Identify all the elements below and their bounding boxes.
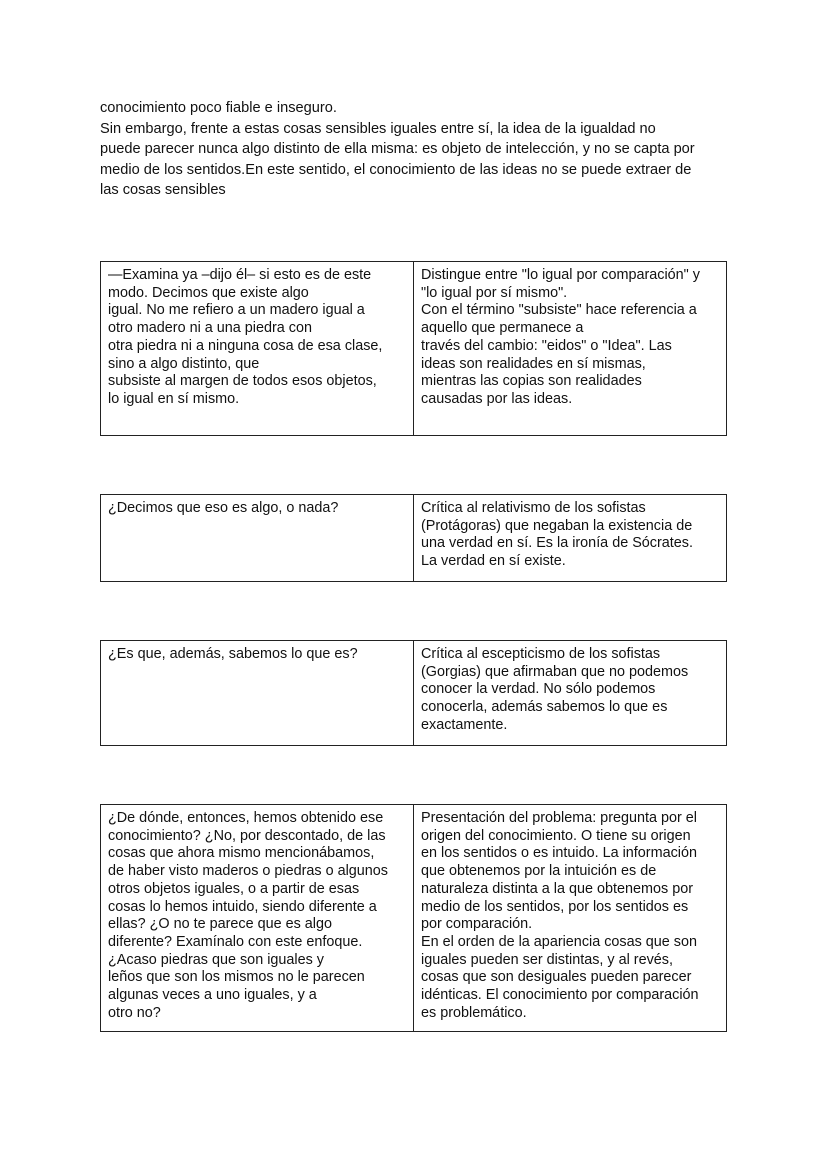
text-line: ¿De dónde, entonces, hemos obtenido ese — [108, 810, 384, 826]
text-line: subsiste al margen de todos esos objetos, — [108, 373, 377, 390]
text-line: ¿Decimos que eso es algo, o nada? — [108, 500, 339, 516]
text-line: por comparación. — [421, 916, 533, 933]
text-line: algunas veces a uno iguales, y a — [108, 987, 317, 1004]
text-cell — [101, 805, 414, 1031]
text-line: "lo igual por sí mismo". — [421, 284, 568, 301]
commentary-cell — [414, 805, 726, 1031]
text-line: Distingue entre "lo igual por comparación" y — [421, 267, 700, 283]
intro-paragraph — [100, 98, 740, 201]
text-line: otro no? — [108, 1004, 161, 1021]
text-cell — [101, 495, 414, 581]
text-line: otra piedra ni a ninguna cosa de esa clase, — [108, 337, 383, 354]
text-line: Sin embargo, frente a estas cosas sensibles iguales entre sí, la idea de la igualdad no — [100, 120, 656, 137]
text-line: modo. Decimos que existe algo — [108, 284, 309, 301]
commentary-table-4 — [100, 804, 727, 1032]
text-line: cosas que son desiguales pueden parecer — [421, 969, 692, 986]
commentary-table-2 — [100, 494, 727, 582]
text-line: que obtenemos por la intuición es de — [421, 863, 657, 880]
text-line: Crítica al escepticismo de los sofistas — [421, 646, 661, 662]
text-line: (Protágoras) que negaban la existencia de — [421, 517, 693, 534]
commentary-cell — [414, 641, 726, 745]
text-line: medio de los sentidos, por los sentidos es — [421, 898, 689, 915]
text-line: Crítica al relativismo de los sofistas — [421, 500, 646, 516]
text-line: conocimiento poco fiable e inseguro. — [100, 100, 337, 116]
commentary-cell — [414, 262, 726, 435]
text-line: en los sentidos o es intuido. La información — [421, 845, 697, 862]
text-line: ellas? ¿O no te parece que es algo — [108, 916, 332, 933]
text-line: través del cambio: "eidos" o "Idea". Las — [421, 337, 672, 354]
text-line: lo igual en sí mismo. — [108, 390, 240, 407]
text-line: ¿Acaso piedras que son iguales y — [108, 951, 324, 968]
text-line: cosas que ahora mismo mencionábamos, — [108, 845, 375, 862]
commentary-table-3 — [100, 640, 727, 746]
text-line: idénticas. El conocimiento por comparación — [421, 987, 699, 1004]
text-line: una verdad en sí. Es la ironía de Sócrates. — [421, 535, 693, 552]
text-line: medio de los sentidos.En este sentido, el conocimiento de las ideas no se puede extraer de — [100, 161, 692, 178]
text-line: iguales pueden ser distintas, y al revés, — [421, 951, 673, 968]
text-line: igual. No me refiero a un madero igual a — [108, 302, 365, 319]
text-line: ideas son realidades en sí mismas, — [421, 355, 646, 372]
text-line: es problemático. — [421, 1004, 527, 1021]
text-line: conocimiento? ¿No, por descontado, de las — [108, 827, 386, 844]
text-line: de haber visto maderos o piedras o algunos — [108, 863, 388, 880]
text-line: otro madero ni a una piedra con — [108, 320, 312, 337]
text-line: las cosas sensibles — [100, 182, 226, 198]
commentary-table-1 — [100, 261, 727, 436]
text-line: —Examina ya –dijo él– si esto es de este — [108, 267, 372, 283]
text-line: leños que son los mismos no le parecen — [108, 969, 365, 986]
text-line: origen del conocimiento. O tiene su origen — [421, 827, 691, 844]
text-line: naturaleza distinta a la que obtenemos por — [421, 880, 694, 897]
text-cell — [101, 262, 414, 435]
text-line: Presentación del problema: pregunta por el — [421, 810, 697, 826]
text-line: causadas por las ideas. — [421, 390, 573, 407]
text-line: sino a algo distinto, que — [108, 355, 260, 372]
text-line: diferente? Examínalo con este enfoque. — [108, 933, 363, 950]
text-line: conocer la verdad. No sólo podemos — [421, 681, 656, 698]
commentary-cell — [414, 495, 726, 581]
text-line: conocerla, además sabemos lo que es — [421, 699, 668, 716]
text-line: cosas lo hemos intuido, siendo diferente a — [108, 898, 377, 915]
text-cell — [101, 641, 414, 745]
text-line: exactamente. — [421, 716, 508, 733]
text-line: (Gorgias) que afirmaban que no podemos — [421, 663, 689, 680]
text-line: aquello que permanece a — [421, 320, 584, 337]
text-line: otros objetos iguales, o a partir de esas — [108, 880, 360, 897]
text-line: puede parecer nunca algo distinto de ella misma: es objeto de intelección, y no se capta por — [100, 141, 695, 157]
text-line: La verdad en sí existe. — [421, 553, 566, 570]
text-line: ¿Es que, además, sabemos lo que es? — [108, 646, 358, 662]
text-line: Con el término "subsiste" hace referencia a — [421, 302, 697, 319]
text-line: mientras las copias son realidades — [421, 373, 642, 390]
text-line: En el orden de la apariencia cosas que son — [421, 933, 698, 950]
